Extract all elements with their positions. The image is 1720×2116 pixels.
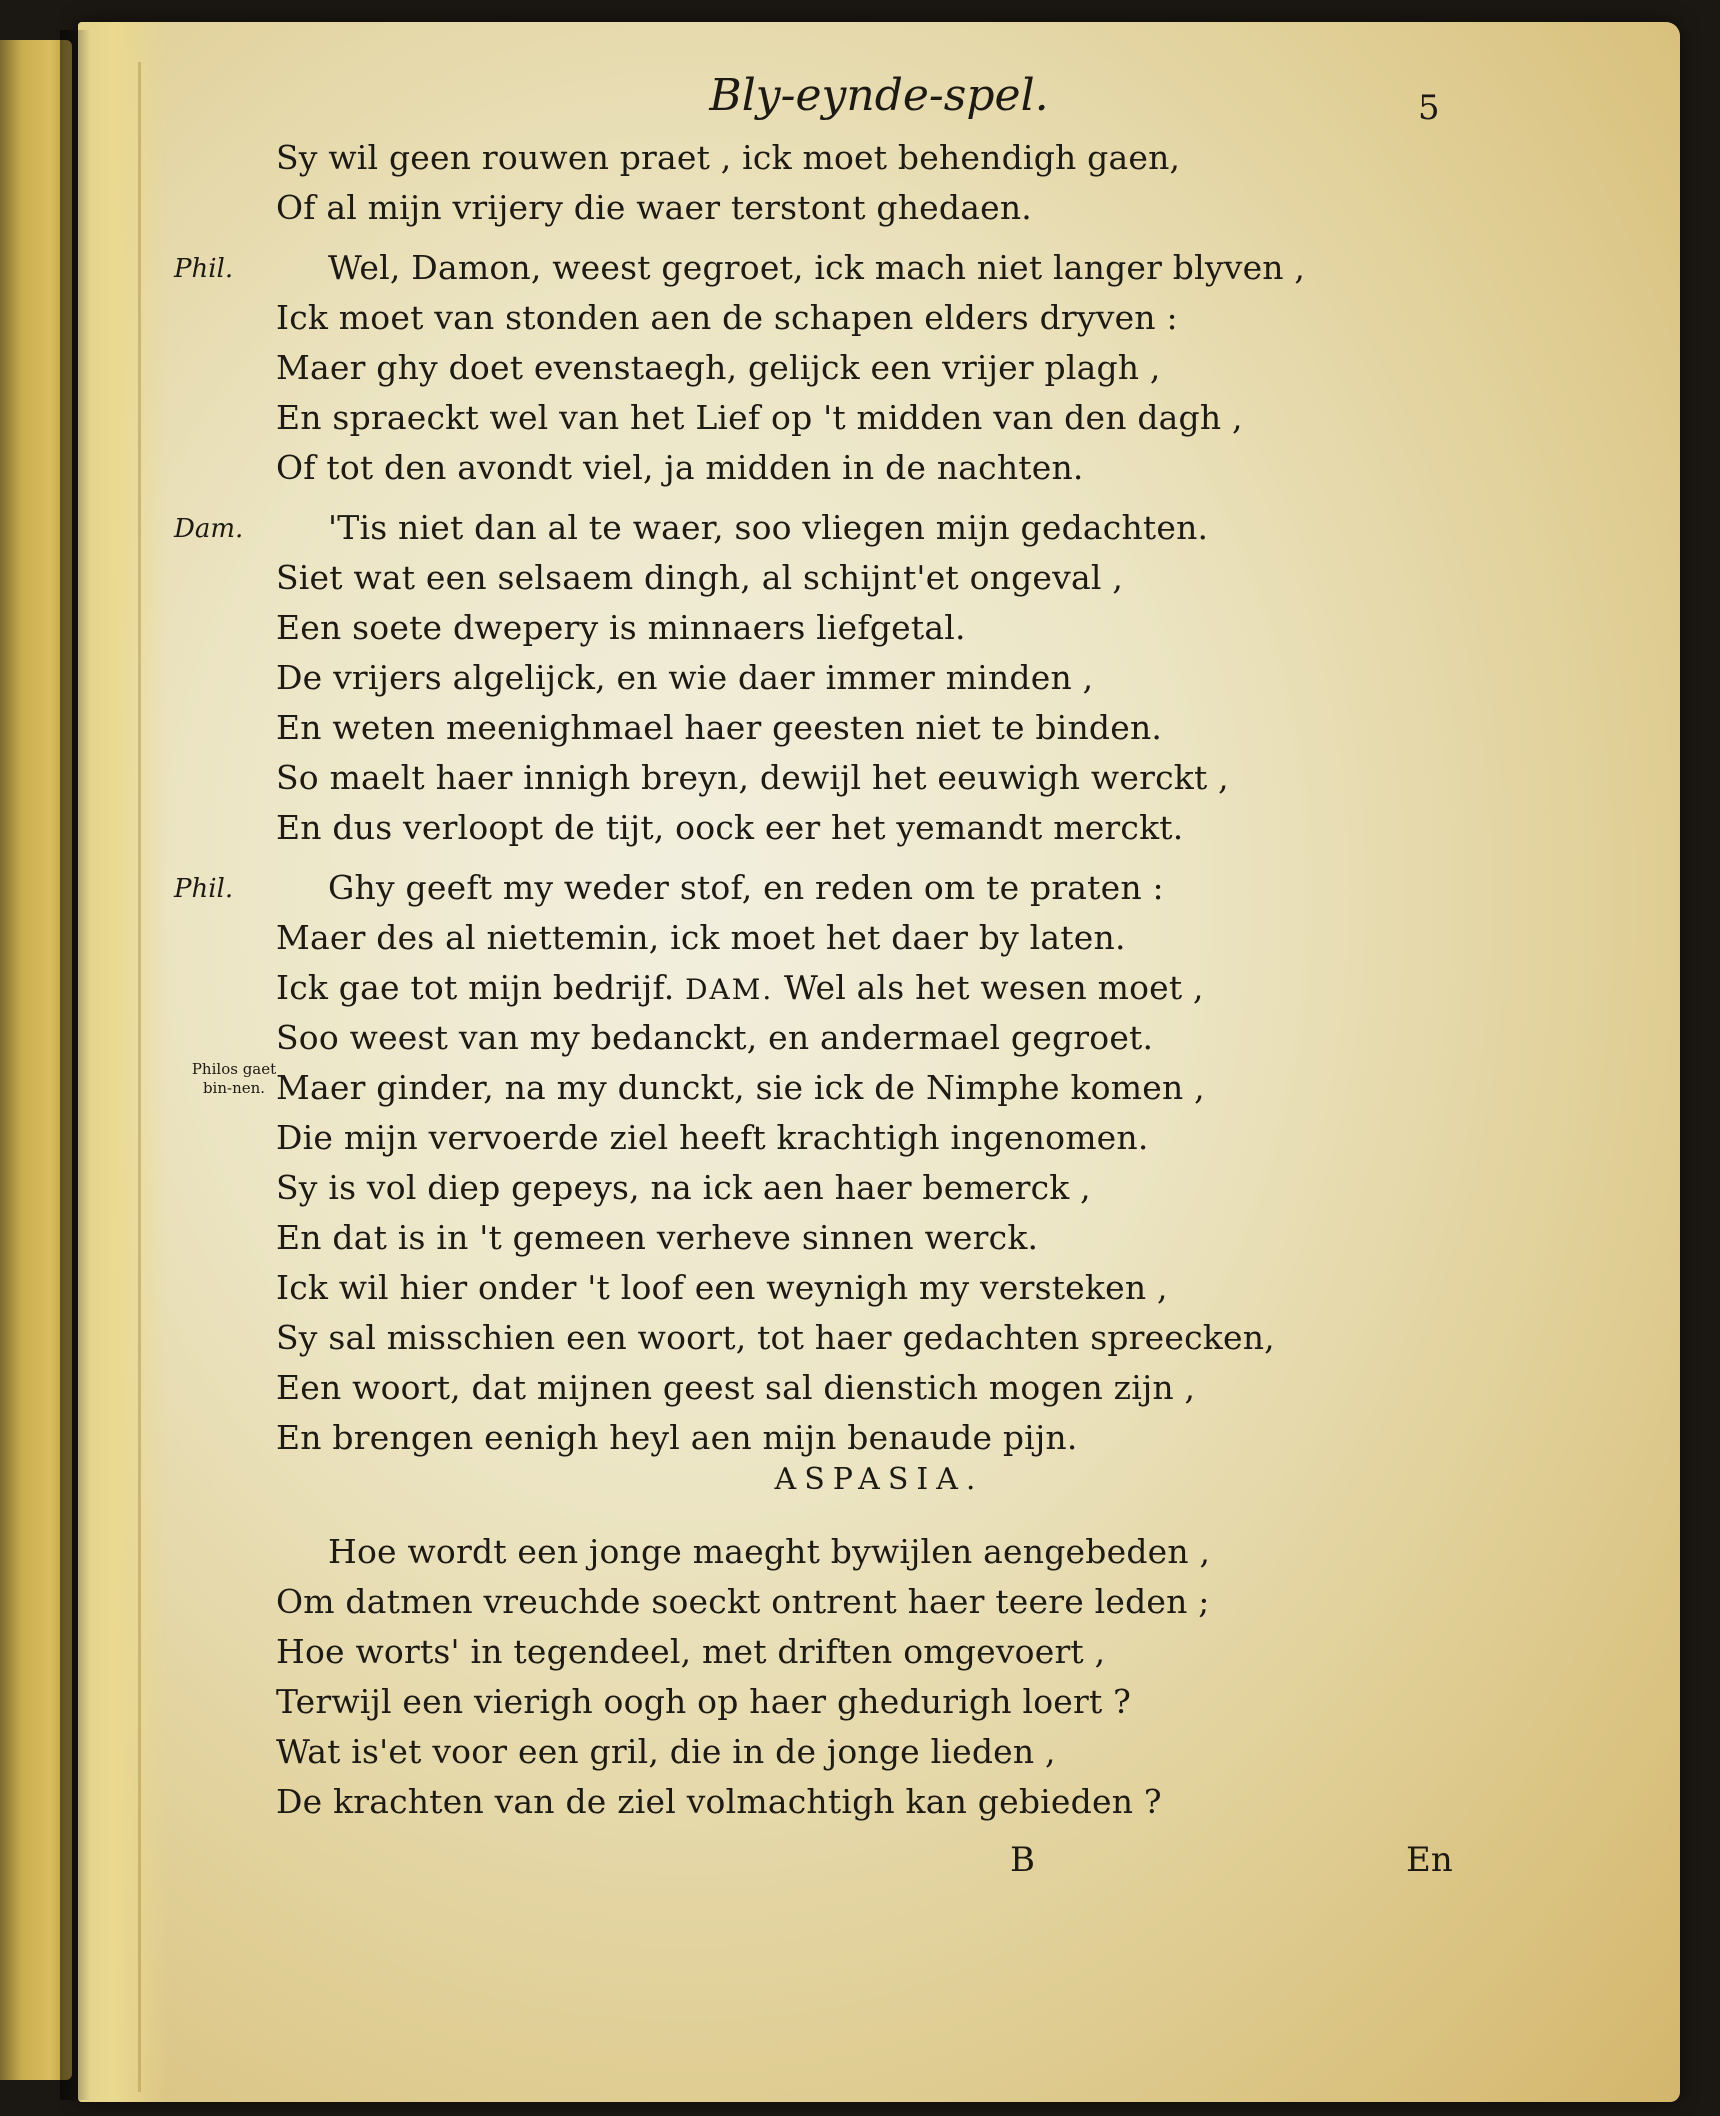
- verse-line-text: Wel als het wesen moet ,: [784, 968, 1204, 1007]
- verse-line: Maer ghy doet evenstaegh, gelijck een vrijer plagh ,: [276, 348, 1161, 387]
- page-fold-line: [138, 62, 141, 2092]
- verse-line: En spraeckt wel van het Lief op 't midden van den dagh ,: [276, 398, 1243, 437]
- page-number: 5: [1418, 88, 1440, 128]
- verse-line: Om datmen vreuchde soeckt ontrent haer teere leden ;: [276, 1582, 1210, 1621]
- verse-line: Sy wil geen rouwen praet , ick moet behendigh gaen,: [276, 138, 1181, 177]
- section-heading: ASPASIA.: [774, 1462, 984, 1497]
- verse-line: So maelt haer innigh breyn, dewijl het eeuwigh werckt ,: [276, 758, 1229, 797]
- verse-line: En dus verloopt de tijt, oock eer het yemandt merckt.: [276, 808, 1184, 847]
- verse-line: Sy is vol diep gepeys, na ick aen haer bemerck ,: [276, 1168, 1091, 1207]
- verse-line: De krachten van de ziel volmachtigh kan gebieden ?: [276, 1782, 1162, 1821]
- spine-shadow: [60, 30, 90, 2100]
- verse-line: Ghy geeft my weder stof, en reden om te praten :: [328, 868, 1164, 907]
- signature-mark: B: [1010, 1840, 1035, 1880]
- catchword: En: [1406, 1840, 1453, 1880]
- verse-line: Een soete dwepery is minnaers liefgetal.: [276, 608, 966, 647]
- verse-line: Een woort, dat mijnen geest sal dienstich mogen zijn ,: [276, 1368, 1196, 1407]
- inline-speaker-dam: DAM.: [685, 973, 774, 1006]
- speaker-label-phil: Phil.: [174, 254, 234, 284]
- verse-line-text: Ick gae tot mijn bedrijf.: [276, 968, 675, 1007]
- verse-line: Of al mijn vrijery die waer terstont ghedaen.: [276, 188, 1032, 227]
- verse-line: De vrijers algelijck, en wie daer immer minden ,: [276, 658, 1094, 697]
- running-head: Bly-eynde-spel.: [709, 70, 1049, 121]
- verse-line: En dat is in 't gemeen verheve sinnen werck.: [276, 1218, 1039, 1257]
- verse-line: Of tot den avondt viel, ja midden in de nachten.: [276, 448, 1084, 487]
- verse-line: Wel, Damon, weest gegroet, ick mach niet langer blyven ,: [328, 248, 1306, 287]
- verse-line: [276, 968, 1204, 1010]
- verse-line: Hoe worts' in tegendeel, met driften omgevoert ,: [276, 1632, 1106, 1671]
- verse-line: 'Tis niet dan al te waer, soo vliegen mijn gedachten.: [328, 508, 1209, 547]
- book-page: [78, 22, 1680, 2102]
- verse-line: Maer des al niettemin, ick moet het daer by laten.: [276, 918, 1126, 957]
- verse-line: Wat is'et voor een gril, die in de jonge lieden ,: [276, 1732, 1056, 1771]
- verse-line: Maer ginder, na my dunckt, sie ick de Nimphe komen ,: [276, 1068, 1205, 1107]
- verse-line: Ick moet van stonden aen de schapen elders dryven :: [276, 298, 1178, 337]
- verse-line: Hoe wordt een jonge maeght bywijlen aengebeden ,: [328, 1532, 1211, 1571]
- verse-line: Ick wil hier onder 't loof een weynigh my versteken ,: [276, 1268, 1168, 1307]
- speaker-label-dam: Dam.: [174, 514, 244, 544]
- verse-line: En brengen eenigh heyl aen mijn benaude pijn.: [276, 1418, 1078, 1457]
- verse-line: Siet wat een selsaem dingh, al schijnt'et ongeval ,: [276, 558, 1124, 597]
- verse-line: En weten meenighmael haer geesten niet te binden.: [276, 708, 1163, 747]
- stage-direction-note: Philos gaet bin-nen.: [191, 1060, 277, 1097]
- verse-line: Die mijn vervoerde ziel heeft krachtigh ingenomen.: [276, 1118, 1149, 1157]
- verse-line: Sy sal misschien een woort, tot haer gedachten spreecken,: [276, 1318, 1275, 1357]
- verse-line: Terwijl een vierigh oogh op haer ghedurigh loert ?: [276, 1682, 1132, 1721]
- speaker-label-phil: Phil.: [174, 874, 234, 904]
- verse-line: Soo weest van my bedanckt, en andermael gegroet.: [276, 1018, 1154, 1057]
